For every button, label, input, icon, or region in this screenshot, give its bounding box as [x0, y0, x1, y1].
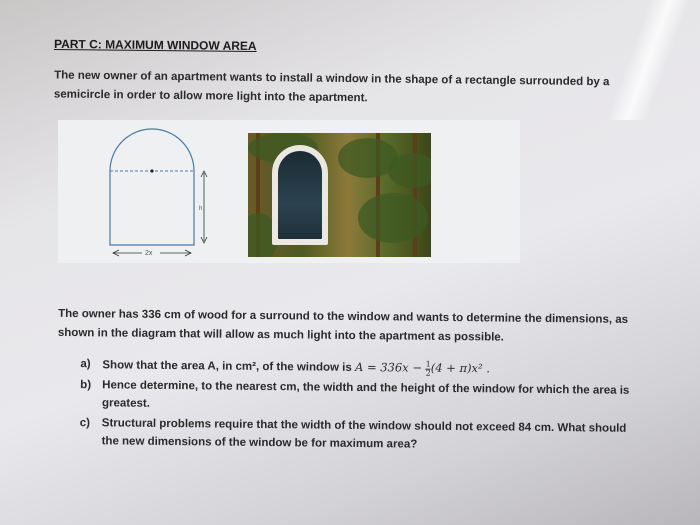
center-point — [150, 169, 153, 172]
question-c: c) Structural problems require that the width of the window should not exceed 84 cm. What should the new dimensions of the window be for maximum area? — [79, 417, 627, 451]
area-formula: A = 336x − $\frac{1}{2}$ (4 + π)x² . — [354, 359, 491, 378]
window-diagram — [100, 123, 220, 263]
window-photo — [248, 133, 431, 257]
section-heading: PART C: MAXIMUM WINDOW AREA — [53, 36, 257, 54]
window-outline — [110, 129, 194, 245]
question-list — [80, 355, 641, 458]
width-label: 2x — [145, 250, 153, 257]
question-a: a) Show that the area A, in cm², of the window is A = 336x − $\frac{1}{2}$ (4 + π)x² . — [80, 358, 491, 378]
height-label: h — [199, 206, 203, 212]
question-b: b) Hence determine, to the nearest cm, the width and the height of the window for which the area is greatest. — [80, 379, 630, 410]
intro-paragraph: The new owner of an apartment wants to install a window in the shape of a rectangle surrounded by a semicircle in order to allow more light into the apartment. — [53, 69, 610, 105]
problem-statement: The owner has 336 cm of wood for a surround to the window and wants to determine the dimensions, as shown in the diagram that will allow as much light into the apartment as possible. — [57, 307, 629, 344]
